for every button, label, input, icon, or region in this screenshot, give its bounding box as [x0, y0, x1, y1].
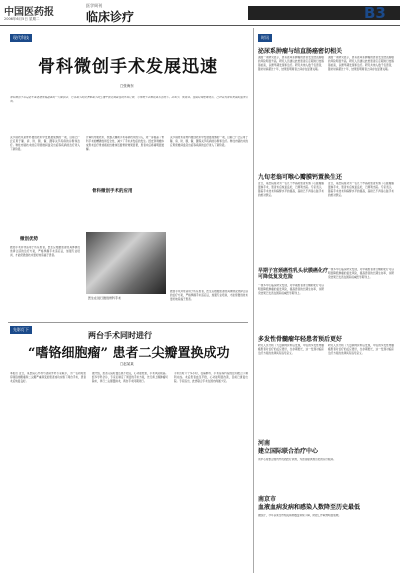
- header-divider: [0, 25, 400, 26]
- page-header: [0, 0, 400, 26]
- column-divider: [253, 28, 254, 573]
- news2-col2: 近日，某医院成功为一名九十岁高龄患者实施了心脏瓣膜置换手术，患者术后恢复良好，已顺利出院。专家表示，随着手术技术和麻醉水平的提高，高龄已不再是心脏手术的绝对禁忌。: [328, 182, 394, 197]
- section-tag: 医学周刊: [86, 3, 102, 8]
- date-line: 2006年6月5日 星期二: [4, 17, 40, 21]
- news3-col2: 一项多中心临床研究发现，对早期患者进行辅助化疗可以明显降低肿瘤的复发风险，提高患者的长期生存率，该研究结果已发表在国际权威医学期刊上。: [328, 268, 394, 279]
- right-tag: 时讯: [258, 34, 272, 42]
- left-col1b: 微创手术并非适用于所有患者，医生应根据患者的具体情况选择合适的治疗方案，严格掌握手术适应证，加强专业培训，才能使微创技术更好地造福于患者。: [10, 246, 80, 257]
- bottom-byline: □赵某某: [120, 362, 134, 366]
- left-col1: 关节镜技术是骨科微创技术中发展最成熟的一项，目前已广泛应用于膝、肩、肘、腕、髋、踝等关节疾病的诊断和治疗。脊柱内镜技术的应用使椎间盘突出症等疾病的治疗进入了新阶段。: [10, 136, 80, 151]
- left-byline: □张海东: [120, 84, 134, 88]
- news3-title: 早期子宫颈癌性乳头状膜癌化疗可降低复发危险: [258, 268, 329, 280]
- news6-title: 南京市 血液血病发病和感染人数降至历史最低: [258, 496, 361, 511]
- news6-body: 据统计，今年以来全市相关病例数量持续下降，防控工作取得明显成效。: [258, 514, 341, 517]
- left-col3b: 微创手术并非适用于所有患者，医生应根据患者的具体情况选择合适的治疗方案，严格掌握手术适应证，加强专业培训，才能使微创技术更好地造福于患者。: [170, 290, 248, 301]
- news2-col1: 近日，某医院成功为一名九十岁高龄患者实施了心脏瓣膜置换手术，患者术后恢复良好，已顺利出院。专家表示，随着手术技术和麻醉水平的提高，高龄已不再是心脏手术的绝对禁忌。: [258, 182, 324, 197]
- bottom-col1: 本报讯 近日，某医院心外科与泌尿外科专家联手，为一名同时患有嗜铬细胞瘤和二尖瓣严重病变的患者成功实施了两台手术，患者术后恢复良好。: [10, 372, 86, 383]
- news5-body: 该中心将整合国内外优质医疗资源，为患者提供规范化的诊疗服务。: [258, 458, 336, 461]
- section-divider: [8, 322, 248, 323]
- photo-caption: 医生在进行微创骨科手术: [88, 296, 122, 300]
- news4-col2: 研究人员分析了大量病例资料后发现，年轻的多发性骨髓瘤患者对治疗的反应更好，生存期更长，这一发现对临床治疗方案的选择具有指导意义。: [328, 344, 394, 355]
- news3-col1: 一项多中心临床研究发现，对早期患者进行辅助化疗可以明显降低肿瘤的复发风险，提高患者的长期生存率，该研究结果已发表在国际权威医学期刊上。: [258, 284, 324, 295]
- news2-title: 九旬老翁可喉心瓣膜钙置换生还: [258, 174, 343, 181]
- left-title: 骨科微创手术发展迅速: [38, 57, 218, 77]
- surgery-photo: [86, 232, 166, 294]
- page-number: B3: [364, 4, 386, 22]
- news1-col1: 美国一项研究显示，患有泌尿系肿瘤的患者发生结直肠癌的风险明显升高，研究人员建议此类患者应定期进行结肠镜检查，以便早期发现和治疗。研究共纳入数千名患者，随访时间超过十年，结果表明两者之间存在显著关联。: [258, 56, 324, 71]
- bottom-tag: 先影灯下: [10, 326, 32, 334]
- news1-col2: 美国一项研究显示，患有泌尿系肿瘤的患者发生结直肠癌的风险明显升高，研究人员建议此类患者应定期进行结肠镜检查，以便早期发现和治疗。研究共纳入数千名患者，随访时间超过十年，结果表明两者之间存在显著关联。: [328, 56, 394, 71]
- left-col3: 关节镜技术是骨科微创技术中发展最成熟的一项，目前已广泛应用于膝、肩、肘、腕、髋、踝等关节疾病的诊断和治疗。脊柱内镜技术的应用使椎间盘突出症等疾病的治疗进入了新阶段。: [170, 136, 248, 147]
- left-subhead2: 微创优势: [20, 237, 38, 242]
- bottom-col3: 手术历时六个多小时，在麻醉科、手术室等科室的密切配合下顺利完成。术后患者血压平稳，心功能明显改善，目前已康复出院。专家指出，此类联合手术在国内尚属少见。: [174, 372, 248, 383]
- bottom-col2: 据介绍，患者入院时血压极不稳定，心功能较差，手术风险极高。经多学科会诊，专家们制定了周密的手术方案，先行肾上腺肿瘤切除术，再行二尖瓣置换术，两台手术同期进行。: [92, 372, 168, 383]
- masthead: 中国医药报: [4, 7, 54, 18]
- bottom-title: “嗜铬细胞瘤” 患者二尖瓣置换成功: [28, 346, 230, 361]
- news5-title: 河南 建立国际联合治疗中心: [258, 440, 319, 455]
- bottom-kicker: 两台手术同时进行: [88, 330, 152, 340]
- left-tag: 现代科技: [10, 34, 32, 42]
- left-col2: 计算机导航技术、机器人辅助手术等新技术的引入，进一步提高了骨科手术的精确性和安全性，减少了手术并发症的发生。经皮穿刺椎体成形术治疗骨质疏松性椎体压缩骨折效果显著，患者术后疼痛明显缓解。: [86, 136, 164, 151]
- news4-title: 多发性骨髓瘤年轻患者预后更好: [258, 336, 343, 343]
- news1-title: 泌尿系肿瘤与结直肠癌密切相关: [258, 48, 343, 55]
- section-title: 临床诊疗: [86, 10, 135, 24]
- left-lead: 骨科微创手术是近年来迅速发展起来的一门新技术，它以最小的侵袭和最小的生理干扰达到最佳的外科疗效，与传统手术相比具有创伤小、出血少、恢复快、住院时间短等优点，已经成为骨科发展的重要方向。: [10, 96, 248, 103]
- left-subhead1: 骨科微创手术的应用: [92, 189, 133, 194]
- news4-col1: 研究人员分析了大量病例资料后发现，年轻的多发性骨髓瘤患者对治疗的反应更好，生存期更长，这一发现对临床治疗方案的选择具有指导意义。: [258, 344, 324, 355]
